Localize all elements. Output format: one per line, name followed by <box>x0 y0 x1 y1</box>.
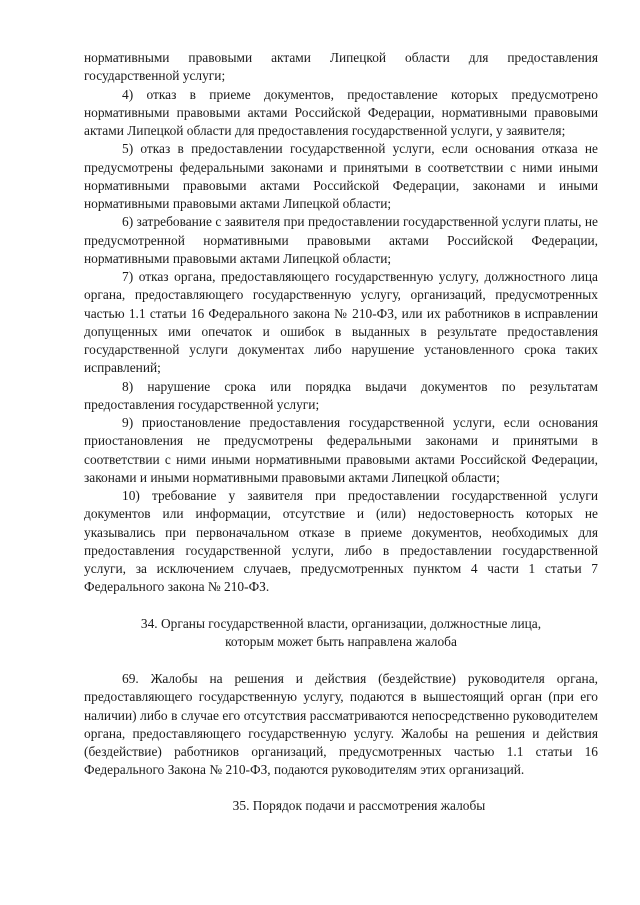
list-item-10: 10) требование у заявителя при предоставлении государственной услуги документов или информации, отсутствие и (или) недостоверность которых не указывались при первоначальном отказе в приеме документов, необходимых для предоставления государственной услуги, либо в предоставлении государственной услуги, за исключением случаев, предусмотренных пунктом 4 части 1 статьи 7 Федерального закона № 210-ФЗ. <box>84 488 598 595</box>
section-heading-34 <box>84 615 598 652</box>
section-heading-34-line2: которым может быть направлена жалоба <box>225 633 457 649</box>
list-item-4: 4) отказ в приеме документов, предоставление которых предусмотрено нормативными правовыми актами Российской Федерации, нормативными правовыми актами Липецкой области для предоставления государственной услуги, у заявителя; <box>84 86 598 138</box>
paragraph-continuation: нормативными правовыми актами Липецкой области для предоставления государственной услуги; <box>84 50 598 84</box>
paragraph-69: 69. Жалобы на решения и действия (бездействие) руководителя органа, предоставляющего государственную услугу, подаются в вышестоящий орган (при его наличии) либо в случае его отсутствия рассматриваются непосредственно руководителем органа, предоставляющего государственную услугу. Жалобы на решения и действия (бездействие) работников организаций, предусмотренных частью 1.1 статьи 16 Федерального Закона № 210-ФЗ, подаются руководителям этих организаций. <box>84 671 598 778</box>
section-heading-34-line1: 34. Органы государственной власти, организации, должностные лица, <box>140 615 542 631</box>
list-item-6: 6) затребование с заявителя при предоставлении государственной услуги платы, не предусмотренной нормативными правовыми актами Российской Федерации, нормативными правовыми актами Липецкой области; <box>84 214 598 266</box>
list-item-7: 7) отказ органа, предоставляющего государственную услугу, должностного лица органа, предоставляющего государственную услугу, организаций, предусмотренных частью 1.1 статьи 16 Федерального закона № 210-ФЗ, или их работников в исправлении допущенных ими опечаток и ошибок в выданных в результате предоставления государственной услуги документах либо нарушение установленного срока таких исправлений; <box>84 269 598 376</box>
section-heading-35: 35. Порядок подачи и рассмотрения жалобы <box>232 797 486 813</box>
list-item-5: 5) отказ в предоставлении государственной услуги, если основания отказа не предусмотрены федеральными законами и принятыми в соответствии с ними иными нормативными правовыми актами Российской Федерации, законами и иными нормативными правовыми актами Липецкой области; <box>84 141 598 211</box>
list-item-9: 9) приостановление предоставления государственной услуги, если основания приостановления не предусмотрены федеральными законами и принятыми в соответствии с ними иными нормативными правовыми актами Российской Федерации, законами и иными нормативными правовыми актами Липецкой области; <box>84 415 598 485</box>
list-item-8: 8) нарушение срока или порядка выдачи документов по результатам предоставления государственной услуги; <box>84 378 598 412</box>
document-page <box>84 49 598 815</box>
